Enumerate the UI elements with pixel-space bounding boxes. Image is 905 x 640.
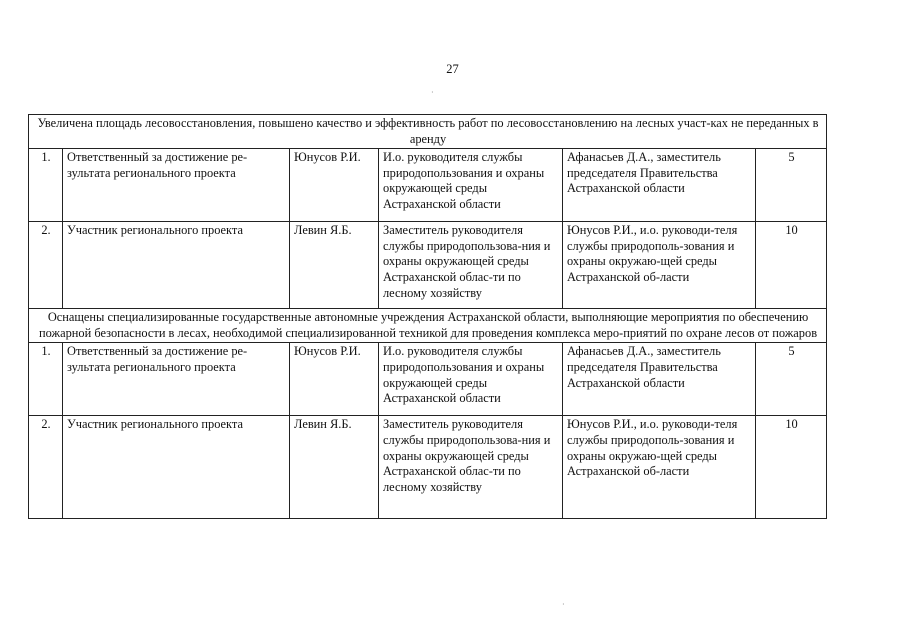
position-cell: И.о. руководителя службы природопользования и охраны окружающей среды Астраханской области xyxy=(379,149,563,222)
workload-cell: 10 xyxy=(756,222,827,309)
scan-speck: · xyxy=(431,88,434,97)
workload-cell: 5 xyxy=(756,343,827,416)
role-cell: Участник регионального проекта xyxy=(63,416,290,519)
section-title: Увеличена площадь лесовосстановления, повышено качество и эффективность работ по лесовосстановлению на лесных участ-ках не переданных в аренду xyxy=(29,115,827,149)
person-cell: Юнусов Р.И. xyxy=(290,343,379,416)
position-cell: И.о. руководителя службы природопользования и охраны окружающей среды Астраханской области xyxy=(379,343,563,416)
supervisor-cell: Афанасьев Д.А., заместитель председателя Правительства Астраханской области xyxy=(563,343,756,416)
project-participants-table xyxy=(28,114,827,519)
row-number: 1. xyxy=(29,343,63,416)
table-row xyxy=(29,343,827,416)
person-cell: Левин Я.Б. xyxy=(290,416,379,519)
supervisor-cell: Юнусов Р.И., и.о. руководи-теля службы природополь-зования и охраны окружаю-щей среды Астраханской об-ласти xyxy=(563,222,756,309)
table-row xyxy=(29,416,827,519)
position-cell: Заместитель руководителя службы природопользова-ния и охраны окружающей среды Астраханской облас-ти по лесному хозяйству xyxy=(379,222,563,309)
table-row xyxy=(29,222,827,309)
section-header-row xyxy=(29,309,827,343)
person-cell: Левин Я.Б. xyxy=(290,222,379,309)
section-title: Оснащены специализированные государственные автономные учреждения Астраханской области, выполняющие мероприятия по обеспечению пожарной безопасности в лесах, необходимой специализированной техникой для проведения комплекса меро-приятий по охране лесов от пожаров xyxy=(29,309,827,343)
table-row xyxy=(29,149,827,222)
position-cell: Заместитель руководителя службы природопользова-ния и охраны окружающей среды Астраханской облас-ти по лесному хозяйству xyxy=(379,416,563,519)
row-number: 2. xyxy=(29,222,63,309)
workload-cell: 10 xyxy=(756,416,827,519)
row-number: 1. xyxy=(29,149,63,222)
role-cell: Участник регионального проекта xyxy=(63,222,290,309)
scan-speck: · xyxy=(562,600,565,609)
role-cell: Ответственный за достижение ре-зультата регионального проекта xyxy=(63,149,290,222)
role-cell: Ответственный за достижение ре-зультата регионального проекта xyxy=(63,343,290,416)
workload-cell: 5 xyxy=(756,149,827,222)
section-header-row xyxy=(29,115,827,149)
page-number: 27 xyxy=(446,62,459,76)
supervisor-cell: Афанасьев Д.А., заместитель председателя Правительства Астраханской области xyxy=(563,149,756,222)
person-cell: Юнусов Р.И. xyxy=(290,149,379,222)
row-number: 2. xyxy=(29,416,63,519)
supervisor-cell: Юнусов Р.И., и.о. руководи-теля службы природополь-зования и охраны окружаю-щей среды Астраханской об-ласти xyxy=(563,416,756,519)
